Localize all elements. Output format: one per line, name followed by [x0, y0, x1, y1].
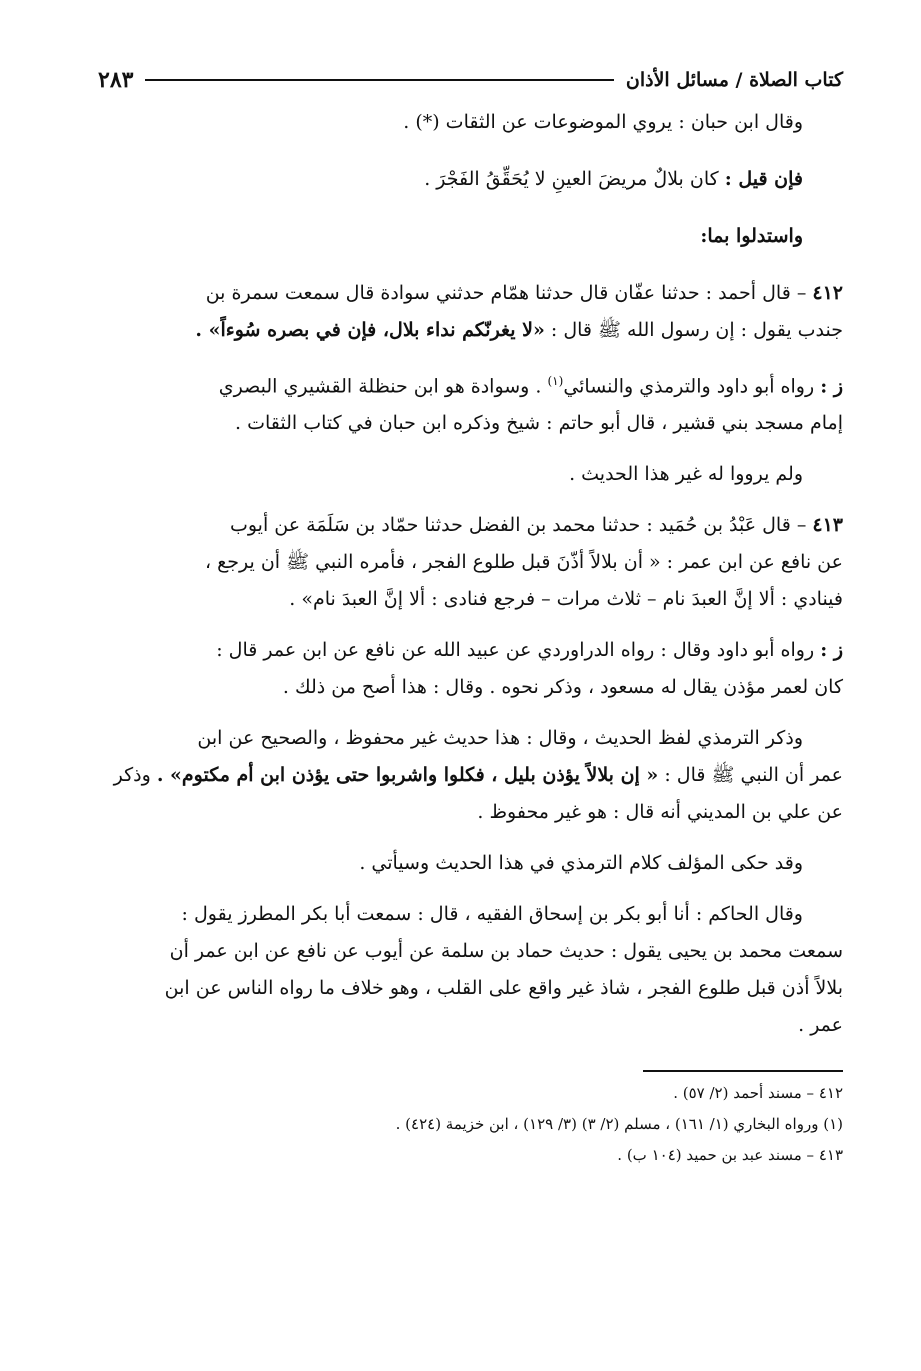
footnote-413: ٤١٣ – مسند عبد بن حميد (١٠٤ ب) . [617, 1146, 843, 1165]
header-rule [145, 79, 613, 81]
paragraph-author-note: وقد حكى المؤلف كلام الترمذي في هذا الحديث وسيأتي . [359, 852, 803, 875]
tirmidhi-line3: عن علي بن المديني أنه قال : هو غير محفوظ . [477, 801, 843, 824]
paragraph-objection [98, 161, 843, 198]
page-number: ٢٨٣ [98, 67, 134, 93]
zawaid-412-line1a: رواه أبو داود والترمذي والنسائي [563, 375, 815, 398]
page-header [98, 62, 843, 98]
hadith-412-matn: «لا يغرنّكم نداء بلال، فإن في بصره سُوءاً» . [195, 319, 545, 341]
zawaid-413 [98, 632, 843, 706]
hadith-412 [98, 275, 843, 349]
hadith-413-line1: – قال عَبْدُ بن حُمَيد : حدثنا محمد بن الفضل حدثنا حمّاد بن سَلَمَة عن أيوب [229, 514, 807, 537]
hakim-line2: سمعت محمد بن يحيى يقول : حديث حماد بن سلمة عن أيوب عن نافع عن ابن عمر أن [169, 940, 843, 963]
paragraph-ibn-hibban: وقال ابن حبان : يروي الموضوعات عن الثقات (*) . [403, 111, 803, 133]
zawaid-413-line2: كان لعمر مؤذن يقال له مسعود ، وذكر نحوه . وقال : هذا أصح من ذلك . [282, 676, 843, 699]
footnote-rule [643, 1070, 843, 1072]
zawaid-mark: ز : [820, 639, 843, 662]
main-text [98, 104, 843, 1044]
hakim-line3: بلالاً أذن قبل طلوع الفجر ، شاذ غير واقع على القلب ، وهو خلاف ما رواه الناس عن ابن [164, 977, 843, 1000]
hadith-412-line1: – قال أحمد : حدثنا عفّان قال حدثنا همّام حدثني سوادة قال سمعت سمرة بن [205, 282, 807, 304]
footnote-412: ٤١٢ – مسند أحمد (٢/ ٥٧) . [673, 1084, 843, 1103]
tirmidhi-line1: وذكر الترمذي لفظ الحديث ، وقال : هذا حديث غير محفوظ ، والصحيح عن ابن [197, 727, 803, 750]
hakim-line1: وقال الحاكم : أنا أبو بكر بن إسحاق الفقيه ، قال : سمعت أبا بكر المطرز يقول : [181, 903, 803, 926]
hadith-413-number: ٤١٣ [812, 514, 843, 537]
hadith-413 [98, 507, 843, 618]
zawaid-mark: ز : [820, 375, 843, 398]
hadith-412-line2a: جندب يقول : إن رسول الله ﷺ قال : [550, 319, 843, 341]
tirmidhi-line2c: وذكر [113, 764, 151, 787]
paragraph-hakim [98, 896, 843, 1044]
zawaid-413-line1: رواه أبو داود وقال : رواه الدراوردي عن عبيد الله عن نافع عن ابن عمر قال : [216, 639, 815, 662]
hakim-line4: عمر . [798, 1014, 843, 1037]
running-title: كتاب الصلاة / مسائل الأذان [625, 69, 843, 91]
paragraph-tirmidhi [98, 720, 843, 831]
footnote-ref-1: (١) [547, 374, 564, 388]
paragraph-evidence-heading: واستدلوا بما: [700, 225, 803, 247]
footnote-1: (١) ورواه البخاري (١/ ١٦١) ، مسلم (٢/ ٣) (٣/ ١٢٩) ، ابن خزيمة (٤٢٤) . [395, 1115, 843, 1134]
hadith-412-number: ٤١٢ [812, 282, 843, 304]
document-page [98, 62, 843, 1171]
zawaid-412 [98, 363, 843, 442]
zawaid-412-line2: إمام مسجد بني قشير ، قال أبو حاتم : شيخ وذكره ابن حبان في كتاب الثقات . [235, 412, 843, 435]
footnotes [98, 1078, 843, 1171]
hadith-413-line3: فينادي : ألا إنَّ العبدَ نام – ثلاث مرات – فرجع فنادى : ألا إنَّ العبدَ نام» . [289, 588, 843, 611]
tirmidhi-line2a: عمر أن النبي ﷺ قال : [664, 764, 843, 787]
hadith-413-line2: عن نافع عن ابن عمر : « أن بلالاً أذّنَ قبل طلوع الفجر ، فأمره النبي ﷺ أن يرجع ، [204, 551, 843, 574]
zawaid-412-line1b: . وسوادة هو ابن حنظلة القشيري البصري [218, 375, 542, 398]
paragraph-lam-yarwu: ولم يرووا له غير هذا الحديث . [569, 463, 803, 486]
objection-label: فإن قيل : [724, 168, 803, 190]
objection-text: كان بلالٌ مريضَ العينِ لا يُحَقِّقُ الفَجْرَ . [424, 168, 719, 190]
tirmidhi-matn: « إن بلالاً يؤذن بليل ، فكلوا واشربوا حتى يؤذن ابن أم مكتوم» . [156, 764, 659, 787]
